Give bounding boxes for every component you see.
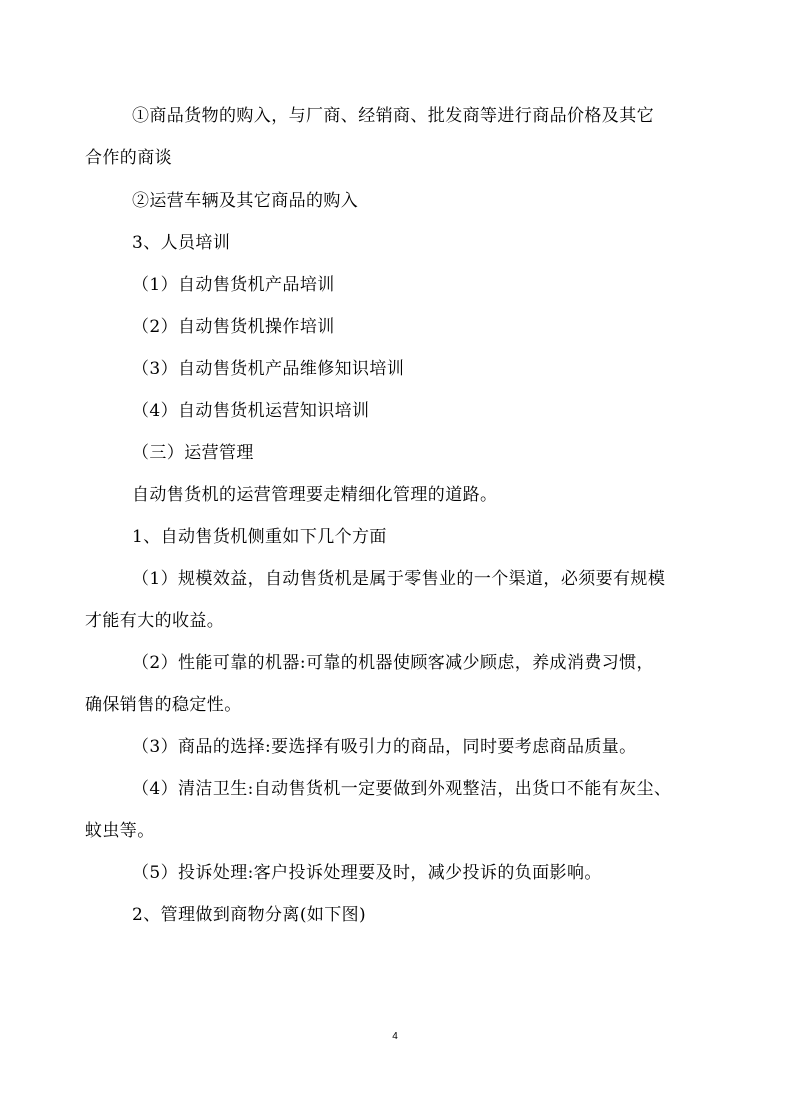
text-line: ②运营车辆及其它商品的购入 [132, 191, 359, 211]
page-number: 4 [392, 1031, 398, 1042]
text-line: （4）清洁卫生:自动售货机一定要做到外观整洁，出货口不能有灰尘、 [132, 779, 672, 799]
text-line: （5）投诉处理:客户投诉处理要及时，减少投诉的负面影响。 [132, 863, 602, 883]
text-line: （3）自动售货机产品维修知识培训 [132, 359, 405, 379]
text-line: 自动售货机的运营管理要走精细化管理的道路。 [132, 485, 498, 505]
text-line: 合作的商谈 [85, 148, 172, 168]
text-line: 才能有大的收益。 [85, 611, 225, 631]
text-line: （1）规模效益，自动售货机是属于零售业的一个渠道，必须要有规模 [132, 569, 666, 589]
text-line: 确保销售的稳定性。 [85, 695, 242, 715]
text-line: 蚊虫等。 [85, 821, 155, 841]
text-line: （3）商品的选择:要选择有吸引力的商品，同时要考虑商品质量。 [132, 737, 637, 757]
text-line: 2、管理做到商物分离(如下图) [132, 905, 367, 925]
text-line: （1）自动售货机产品培训 [132, 275, 335, 295]
text-line: （4）自动售货机运营知识培训 [132, 401, 370, 421]
text-line: （2）性能可靠的机器:可靠的机器使顾客减少顾虑，养成消费习惯， [132, 653, 654, 673]
text-line: 1、自动售货机侧重如下几个方面 [132, 527, 387, 547]
text-line: （2）自动售货机操作培训 [132, 317, 335, 337]
text-line: （三）运营管理 [132, 443, 254, 463]
text-line: ①商品货物的购入，与厂商、经销商、批发商等进行商品价格及其它 [132, 106, 654, 126]
text-line: 3、人员培训 [132, 233, 231, 253]
